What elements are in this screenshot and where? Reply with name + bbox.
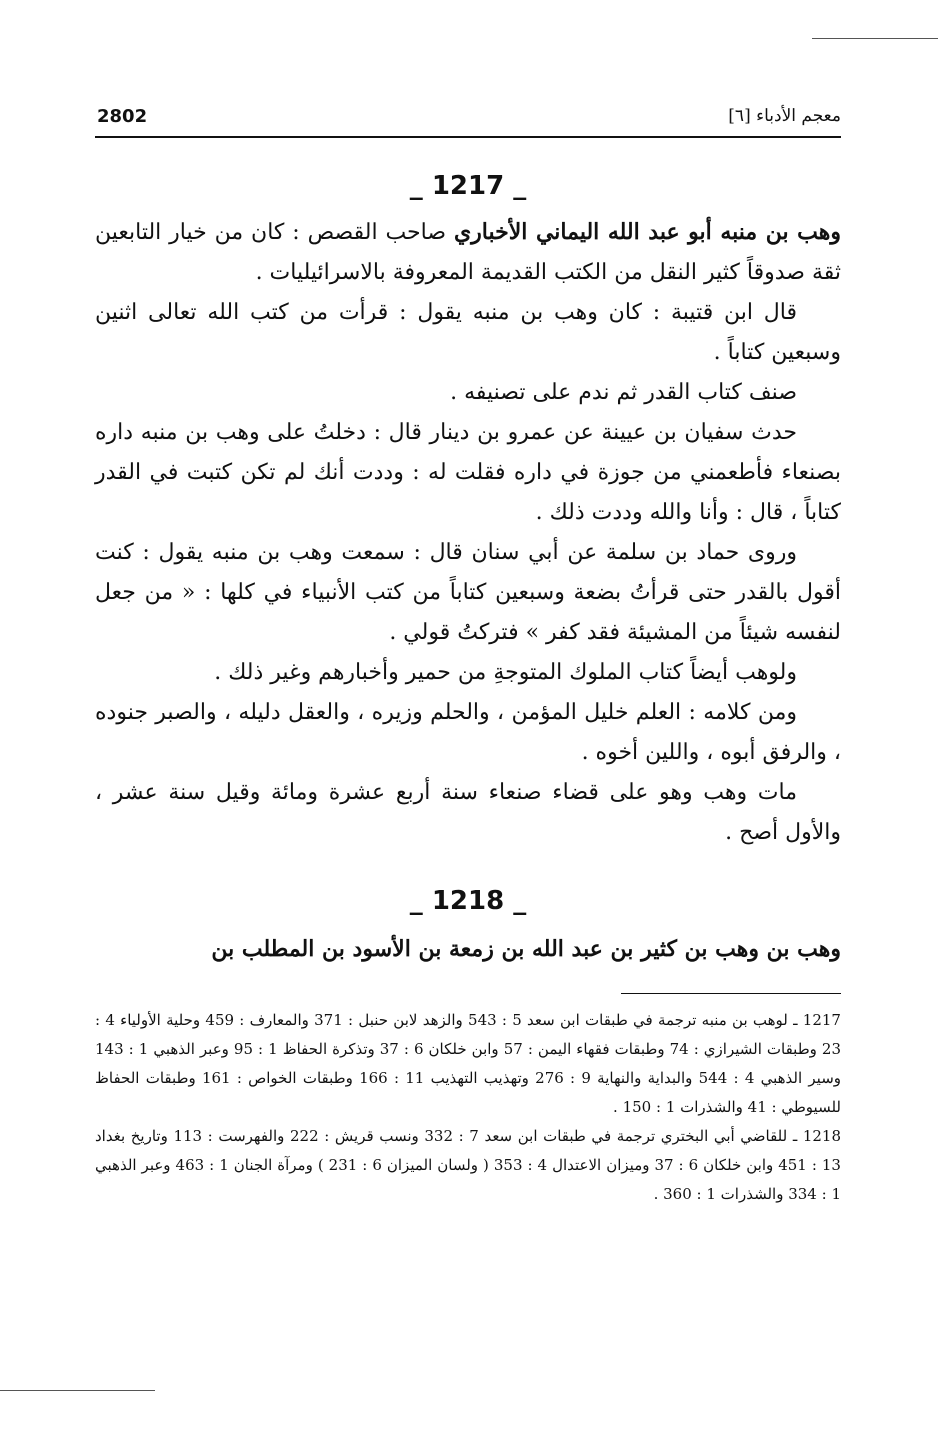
entry-1218-body <box>95 929 841 969</box>
entry-number-1217: _ 1217 _ <box>409 171 527 201</box>
page-number: 2802 <box>97 106 148 127</box>
book-page <box>95 100 841 1209</box>
entry-number-1218: _ 1218 _ <box>409 886 527 916</box>
entry-1217-paragraph-4: حدث سفيان بن عيينة عن عمرو بن دينار قال : دخلتُ على وهب بن منبه داره بصنعاء فأطعمني من جوزة في داره فقلت له : وددت أنك لم تكن كتبت في القدر كتاباً ، قال : وأنا والله وددت ذلك . <box>95 420 841 525</box>
footnote-separator <box>621 993 841 994</box>
footnote-1217: 1217 ـ لوهب بن منبه ترجمة في طبقات ابن سعد 5 : 543 والزهد لابن حنبل : 371 والمعارف : 459 وحلية الأولياء 4 : 23 وطبقات الشيرازي : 74 وطبقات فقهاء اليمن : 57 وابن خلكان 6 : 37 وتذكرة الحفاظ 1 : 95 وعبر الذهبي 1 : 143 وسير الذهبي 4 : 544 والبداية والنهاية 9 : 276 وتهذيب التهذيب 11 : 166 وطبقات الخواص : 161 وطبقات الحفاظ للسيوطي : 41 والشذرات 1 : 150 . <box>95 1011 842 1116</box>
running-header <box>95 100 841 138</box>
entry-1217-paragraph-2: قال ابن قتيبة : كان وهب بن منبه يقول : قرأت من كتب الله تعالى اثنين وسبعين كتاباً . <box>95 300 841 365</box>
footnote-1218: 1218 ـ للقاضي أبي البختري ترجمة في طبقات ابن سعد 7 : 332 ونسب قريش : 222 والفهرست : 113 وتاريخ بغداد 13 : 451 وابن خلكان 6 : 37 وميزان الاعتدال 4 : 353 ( ولسان الميزان 6 : 231 ) ومرآة الجنان 1 : 463 وعبر الذهبي 1 : 334 والشذرات 1 : 360 . <box>95 1127 842 1203</box>
entry-1218-name-line: وهب بن وهب بن كثير بن عبد الله بن زمعة بن الأسود بن المطلب بن <box>211 936 841 962</box>
entry-1217-paragraph-3: صنف كتاب القدر ثم ندم على تصنيفه . <box>450 380 797 405</box>
entry-1217-paragraph-5: وروى حماد بن سلمة عن أبي سنان قال : سمعت وهب بن منبه يقول : كنت أقول بالقدر حتى قرأتُ بضعة وسبعين كتاباً من كتب الأنبياء في كلها : « من جعل لنفسه شيئاً من المشيئة فقد كفر » فتركتُ قولي . <box>95 540 841 645</box>
scan-edge-top <box>812 38 938 39</box>
entry-1217-paragraph-1 <box>95 212 841 293</box>
entry-1217-paragraph-6: ولوهب أيضاً كتاب الملوك المتوجةِ من حمير وأخبارهم وغير ذلك . <box>214 660 797 685</box>
entry-1217-paragraph-7: ومن كلامه : العلم خليل المؤمن ، والحلم وزيره ، والعقل دليله ، والصبر جنوده ، والرفق أبوه ، واللين أخوه . <box>95 700 841 765</box>
footnotes <box>95 1006 841 1209</box>
running-title: معجم الأدباء [٦] <box>728 106 841 126</box>
entry-1217-body <box>95 212 841 853</box>
scan-edge-bottom <box>0 1390 155 1391</box>
entry-1217-intro: صاحب القصص : كان من خيار التابعين ثقة صدوقاً كثير النقل من الكتب القديمة المعروفة بالاسرائيليات . <box>95 220 841 285</box>
entry-1217-paragraph-8: مات وهب وهو على قضاء صنعاء سنة أربع عشرة ومائة وقيل سنة عشر ، والأول أصح . <box>95 780 841 845</box>
entry-1217-name: وهب بن منبه أبو عبد الله اليماني الأخباري <box>453 219 841 245</box>
